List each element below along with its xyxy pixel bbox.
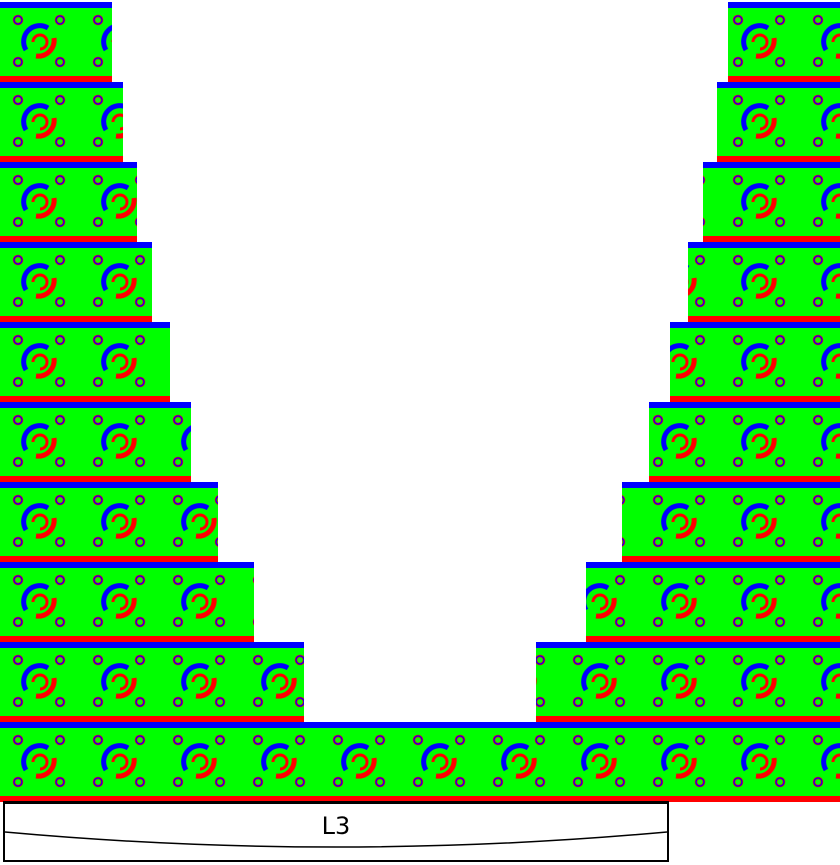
tile-pattern [800, 82, 840, 162]
tile-pattern [586, 562, 640, 642]
left-step-block [0, 82, 123, 162]
tile-pattern [720, 322, 800, 402]
tile-pattern [800, 482, 840, 562]
right-step-block [717, 82, 840, 162]
left-step-block [0, 642, 304, 722]
tile-pattern [640, 482, 720, 562]
tile-pattern [0, 82, 80, 162]
tile-pattern [0, 162, 80, 242]
tile-pattern [160, 322, 170, 402]
tile-pattern [160, 642, 240, 722]
tile-pattern [720, 722, 800, 802]
block-top-edge [649, 402, 840, 408]
tile-pattern [640, 722, 720, 802]
tile-pattern [80, 242, 152, 322]
block-top-edge [0, 2, 112, 8]
tile-pattern [0, 642, 80, 722]
tile-pattern [800, 242, 840, 322]
tile-pattern [649, 402, 720, 482]
block-top-edge [586, 562, 840, 568]
tile-pattern [800, 642, 840, 722]
tile-pattern [0, 322, 80, 402]
tile-pattern [640, 562, 720, 642]
tile-pattern [480, 722, 560, 802]
left-step-block [0, 322, 170, 402]
tile-pattern [720, 482, 800, 562]
left-step-block [0, 482, 218, 562]
block-top-edge [0, 722, 840, 728]
tile-pattern [800, 162, 840, 242]
left-step-block [0, 402, 191, 482]
block-top-edge [0, 402, 191, 408]
block-top-edge [536, 642, 840, 648]
tile-pattern [0, 722, 80, 802]
block-top-edge [717, 82, 840, 88]
base-floor-block [0, 722, 840, 802]
right-step-block [586, 562, 840, 642]
block-top-edge [703, 162, 840, 168]
block-top-edge [670, 322, 840, 328]
tile-pattern [720, 402, 800, 482]
block-top-edge [0, 162, 137, 168]
tile-pattern [720, 242, 800, 322]
tile-pattern [720, 82, 800, 162]
tile-pattern [240, 722, 320, 802]
tile-pattern [670, 322, 720, 402]
right-step-block [688, 242, 840, 322]
block-top-edge [0, 242, 152, 248]
tile-pattern [160, 402, 191, 482]
left-step-block [0, 162, 137, 242]
tile-pattern [703, 162, 720, 242]
block-top-edge [728, 2, 840, 8]
tile-pattern [720, 562, 800, 642]
tile-pattern [80, 2, 112, 82]
tile-pattern [80, 82, 123, 162]
right-step-block [536, 642, 840, 722]
tile-pattern [80, 402, 160, 482]
block-top-edge [0, 482, 218, 488]
right-step-block [670, 322, 840, 402]
level-indicator-panel [3, 801, 669, 862]
tile-pattern [80, 482, 160, 562]
tile-pattern [240, 562, 254, 642]
tile-pattern [80, 562, 160, 642]
block-top-edge [0, 322, 170, 328]
level-label: L3 [321, 812, 351, 840]
block-top-edge [622, 482, 840, 488]
block-top-edge [688, 242, 840, 248]
tile-pattern [0, 402, 80, 482]
tile-pattern [160, 722, 240, 802]
tile-pattern [640, 642, 720, 722]
tile-pattern [800, 402, 840, 482]
tile-pattern [320, 722, 400, 802]
tile-pattern [80, 322, 160, 402]
tile-pattern [800, 322, 840, 402]
tile-pattern [240, 642, 304, 722]
tile-pattern [800, 722, 840, 802]
tile-pattern [80, 162, 137, 242]
tile-pattern [400, 722, 480, 802]
tile-pattern [536, 642, 560, 722]
tile-pattern [560, 642, 640, 722]
tile-pattern [800, 2, 840, 82]
tile-pattern [0, 482, 80, 562]
tile-pattern [160, 482, 218, 562]
tile-pattern [80, 722, 160, 802]
tile-pattern [720, 642, 800, 722]
tile-pattern [0, 2, 80, 82]
block-top-edge [0, 562, 254, 568]
tile-pattern [80, 642, 160, 722]
left-step-block [0, 2, 112, 82]
tile-pattern [160, 562, 240, 642]
right-step-block [649, 402, 840, 482]
left-step-block [0, 562, 254, 642]
right-step-block [622, 482, 840, 562]
tile-pattern [688, 242, 720, 322]
block-top-edge [0, 82, 123, 88]
right-step-block [728, 2, 840, 82]
tile-pattern [720, 162, 800, 242]
tile-pattern [800, 562, 840, 642]
tile-pattern [0, 242, 80, 322]
block-top-edge [0, 642, 304, 648]
tile-pattern [0, 562, 80, 642]
right-step-block [703, 162, 840, 242]
tile-pattern [560, 722, 640, 802]
tile-pattern [622, 482, 640, 562]
left-step-block [0, 242, 152, 322]
tile-pattern [728, 2, 800, 82]
